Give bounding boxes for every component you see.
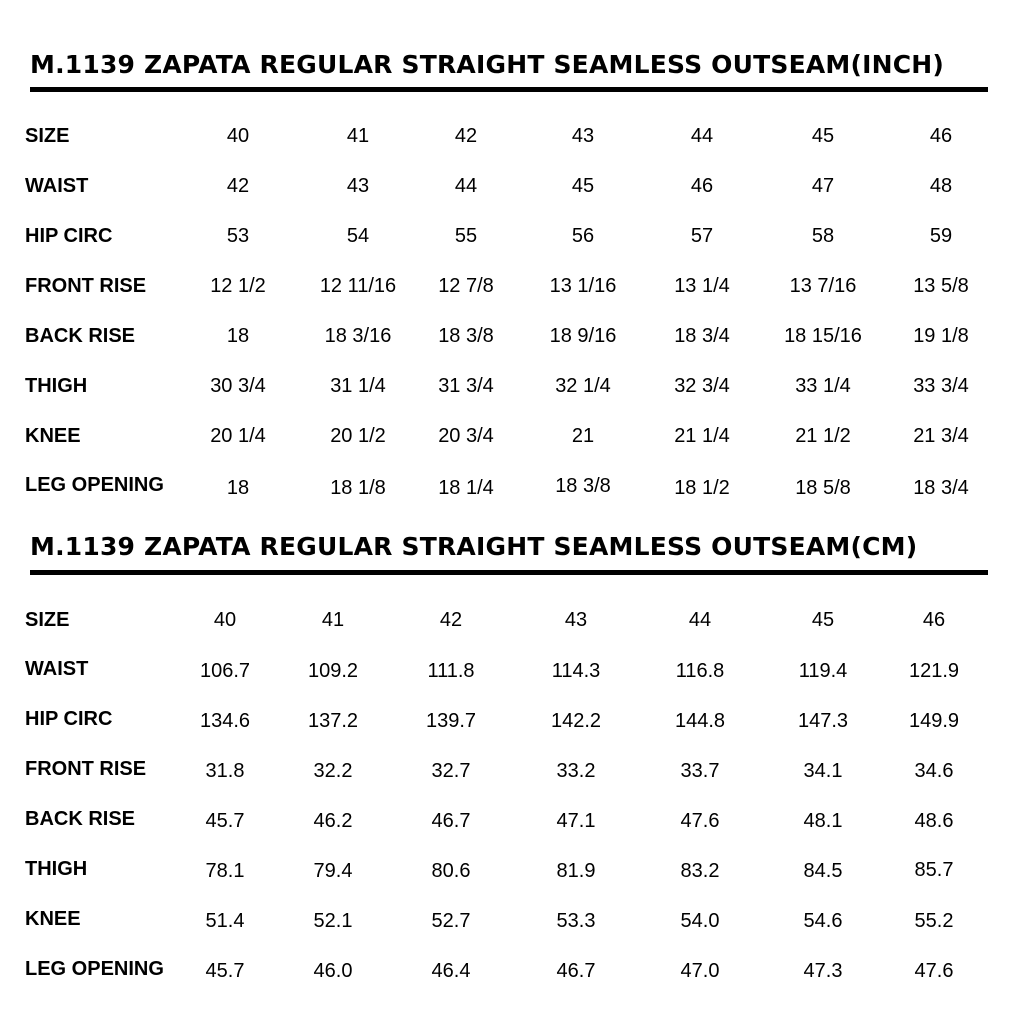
table-cell: 56	[571, 225, 595, 247]
table-cell: 80.6	[431, 860, 471, 882]
table-cell: 46.7	[556, 960, 596, 982]
table-row-hip-circ	[0, 705, 1016, 735]
table-cell: 44	[690, 125, 714, 147]
table-cell: 147.3	[797, 710, 849, 732]
table-row-hip-circ	[0, 221, 1016, 251]
table-cell: 18 3/4	[674, 325, 730, 347]
table-cell: 109.2	[307, 660, 359, 682]
table-row-knee	[0, 905, 1016, 935]
table-cell: 46.7	[431, 810, 471, 832]
table-cell: 44	[688, 609, 712, 631]
table-cell: 32 3/4	[674, 375, 730, 397]
table-cell: 47.6	[680, 810, 720, 832]
table-cell: 52.7	[431, 910, 471, 932]
table-cell: 13 1/4	[674, 275, 730, 297]
table-cell: 32.2	[313, 760, 353, 782]
table-cell: 18	[226, 325, 250, 347]
table-cell: 18 1/8	[330, 477, 386, 499]
table-cell: 45	[811, 609, 835, 631]
row-label: BACK RISE	[25, 808, 136, 830]
table-cell: 144.8	[674, 710, 726, 732]
table-cell: 53.3	[556, 910, 596, 932]
table-cell: 18 3/16	[324, 325, 392, 347]
table-cell: 46	[690, 175, 714, 197]
table-row-back-rise	[0, 805, 1016, 835]
table-cell: 46.2	[313, 810, 353, 832]
table-cell: 84.5	[803, 860, 843, 882]
table-cell: 121.9	[908, 660, 960, 682]
table-cell: 134.6	[199, 710, 251, 732]
table-cell: 44	[454, 175, 478, 197]
table-cell: 18 1/4	[438, 477, 494, 499]
row-label: LEG OPENING	[25, 958, 164, 980]
table-cell: 47.1	[556, 810, 596, 832]
table-cell: 45	[811, 125, 835, 147]
row-label: HIP CIRC	[25, 225, 113, 247]
table-cell: 31 1/4	[330, 375, 386, 397]
table-cell: 18 15/16	[784, 325, 862, 347]
table-cell: 79.4	[313, 860, 353, 882]
table-cell: 51.4	[205, 910, 245, 932]
table-cell: 149.9	[908, 710, 960, 732]
table-cell: 46	[922, 609, 946, 631]
table-cell: 32.7	[431, 760, 471, 782]
table-cell: 85.7	[914, 859, 954, 881]
table-cell: 46.0	[313, 960, 353, 982]
table-cell: 21 3/4	[913, 425, 969, 447]
table-cell: 59	[929, 225, 953, 247]
table-cell: 18 3/8	[438, 325, 494, 347]
title-divider	[30, 570, 988, 575]
table-cell: 57	[690, 225, 714, 247]
table-cell: 46	[929, 125, 953, 147]
table-cell: 18 1/2	[674, 477, 730, 499]
row-label: WAIST	[25, 658, 89, 680]
row-label: THIGH	[25, 375, 88, 397]
table-cell: 19 1/8	[913, 325, 969, 347]
row-label: BACK RISE	[25, 325, 136, 347]
row-label: FRONT RISE	[25, 758, 147, 780]
table-row-leg-opening	[0, 955, 1016, 985]
table-cell: 46.4	[431, 960, 471, 982]
table-cell: 41	[321, 609, 345, 631]
row-label: LEG OPENING	[25, 474, 164, 496]
table-row-thigh	[0, 371, 1016, 401]
table-cell: 12 7/8	[438, 275, 494, 297]
row-label: THIGH	[25, 858, 88, 880]
table-cell: 18 3/4	[913, 477, 969, 499]
table-cell: 48	[929, 175, 953, 197]
table-cell: 54.0	[680, 910, 720, 932]
table-cell: 114.3	[551, 660, 601, 682]
table-cell: 52.1	[313, 910, 353, 932]
table-cell: 21 1/4	[674, 425, 730, 447]
table-cell: 18	[226, 477, 250, 499]
table-cell: 78.1	[205, 860, 245, 882]
row-label: FRONT RISE	[25, 275, 147, 297]
table-cell: 43	[346, 175, 370, 197]
table-cell: 111.8	[427, 660, 475, 682]
table-cell: 47.6	[914, 960, 954, 982]
row-label: WAIST	[25, 175, 89, 197]
table-cell: 139.7	[425, 710, 477, 732]
chart-title-cm: M.1139 ZAPATA REGULAR STRAIGHT SEAMLESS OUTSEAM(CM)	[30, 532, 918, 561]
table-cell: 20 1/4	[210, 425, 266, 447]
row-label: SIZE	[25, 609, 70, 631]
table-cell: 18 9/16	[549, 325, 617, 347]
table-cell: 45.7	[205, 810, 245, 832]
table-cell: 119.4	[798, 660, 848, 682]
table-cell: 54	[346, 225, 370, 247]
table-cell: 55	[454, 225, 478, 247]
table-cell: 45.7	[205, 960, 245, 982]
row-label: SIZE	[25, 125, 70, 147]
table-cell: 42	[439, 609, 463, 631]
table-row-front-rise	[0, 755, 1016, 785]
chart-title-inch: M.1139 ZAPATA REGULAR STRAIGHT SEAMLESS OUTSEAM(INCH)	[30, 50, 945, 79]
table-cell: 106.7	[199, 660, 251, 682]
table-cell: 47	[811, 175, 835, 197]
table-cell: 21	[571, 425, 595, 447]
table-cell: 33 3/4	[913, 375, 969, 397]
table-cell: 34.1	[803, 760, 843, 782]
row-label: KNEE	[25, 908, 81, 930]
table-cell: 137.2	[307, 710, 359, 732]
table-cell: 48.1	[803, 810, 843, 832]
table-row-back-rise	[0, 321, 1016, 351]
table-cell: 30 3/4	[210, 375, 266, 397]
table-cell: 13 7/16	[789, 275, 857, 297]
table-cell: 13 5/8	[913, 275, 969, 297]
table-cell: 20 1/2	[330, 425, 386, 447]
table-cell: 18 3/8	[555, 475, 611, 497]
table-cell: 53	[226, 225, 250, 247]
table-row-size	[0, 121, 1016, 151]
row-label: KNEE	[25, 425, 81, 447]
table-cell: 33 1/4	[795, 375, 851, 397]
table-row-knee	[0, 421, 1016, 451]
table-row-waist	[0, 171, 1016, 201]
table-cell: 20 3/4	[438, 425, 494, 447]
table-row-front-rise	[0, 271, 1016, 301]
table-cell: 116.8	[675, 660, 725, 682]
table-cell: 43	[564, 609, 588, 631]
table-cell: 40	[226, 125, 250, 147]
table-cell: 42	[226, 175, 250, 197]
table-cell: 33.7	[680, 760, 720, 782]
table-cell: 31 3/4	[438, 375, 494, 397]
table-cell: 83.2	[680, 860, 720, 882]
table-row-waist	[0, 655, 1016, 685]
table-cell: 55.2	[914, 910, 954, 932]
table-cell: 21 1/2	[795, 425, 851, 447]
table-cell: 43	[571, 125, 595, 147]
table-cell: 32 1/4	[555, 375, 611, 397]
table-cell: 31.8	[205, 760, 245, 782]
table-cell: 48.6	[914, 810, 954, 832]
table-row-thigh	[0, 855, 1016, 885]
table-cell: 42	[454, 125, 478, 147]
table-cell: 47.3	[803, 960, 843, 982]
table-cell: 34.6	[914, 760, 954, 782]
table-cell: 33.2	[556, 760, 596, 782]
title-divider	[30, 87, 988, 92]
table-cell: 13 1/16	[549, 275, 617, 297]
table-cell: 41	[346, 125, 370, 147]
table-cell: 12 1/2	[210, 275, 266, 297]
table-cell: 81.9	[556, 860, 596, 882]
row-label: HIP CIRC	[25, 708, 113, 730]
table-cell: 58	[811, 225, 835, 247]
table-cell: 45	[571, 175, 595, 197]
table-cell: 18 5/8	[795, 477, 851, 499]
table-cell: 12 11/16	[319, 275, 397, 297]
table-cell: 40	[213, 609, 237, 631]
table-cell: 54.6	[803, 910, 843, 932]
table-row-size	[0, 605, 1016, 635]
table-cell: 142.2	[550, 710, 602, 732]
table-row-leg-opening	[0, 471, 1016, 501]
table-cell: 47.0	[680, 960, 720, 982]
